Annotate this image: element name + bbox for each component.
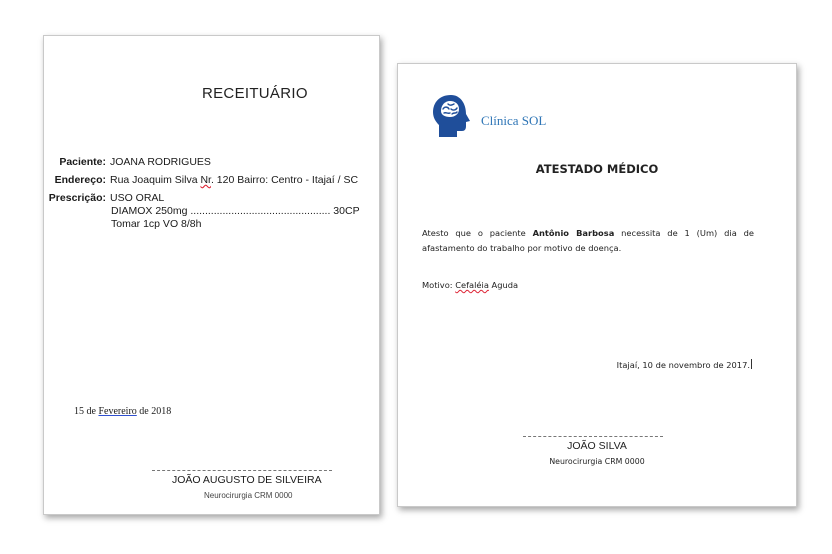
doctor-name: JOÃO SILVA (567, 440, 627, 452)
certificate-page (397, 63, 797, 507)
signature-line (152, 470, 332, 471)
prescription-label: Prescrição: (48, 192, 106, 204)
prescription-date: 15 de Fevereiro de 2018 (74, 406, 172, 417)
signature-line (523, 436, 663, 437)
certificate-title: ATESTADO MÉDICO (535, 162, 659, 176)
prescription-title: RECEITUÁRIO (202, 85, 308, 102)
head-brain-icon (431, 93, 473, 139)
clinic-name: Clínica SOL (481, 113, 547, 128)
doctor-specialty: Neurocirurgia CRM 0000 (204, 491, 293, 500)
medication-line: DIAMOX 250mg ................................................ 30CP (111, 205, 360, 217)
grammar-mark: Fevereiro (98, 406, 137, 417)
doctor-specialty: Neurocirurgia CRM 0000 (549, 457, 645, 466)
spellcheck-mark: Nr (200, 174, 211, 186)
certificate-body: Atesto que o paciente Antônio Barbosa necessita de 1 (Um) dia de afastamento do trabalho por motivo de doença. (422, 228, 754, 253)
text-cursor (751, 359, 752, 369)
prescription-row (44, 192, 164, 204)
patient-row (44, 156, 211, 168)
doctor-name: JOÃO AUGUSTO DE SILVEIRA (172, 474, 322, 486)
address-row (44, 174, 358, 186)
certificate-date: Itajaí, 10 de novembro de 2017. (616, 360, 750, 370)
prescription-value: USO ORAL (110, 192, 165, 204)
spellcheck-mark: Cefaléia (455, 280, 489, 290)
patient-value: JOANA RODRIGUES (110, 156, 211, 168)
reason-line: Motivo: Cefaléia Aguda (422, 280, 519, 290)
prescription-page (43, 35, 380, 515)
patient-name: Antônio Barbosa (532, 228, 615, 238)
patient-label: Paciente: (59, 156, 106, 168)
address-label: Endereço: (54, 174, 106, 186)
address-value: Rua Joaquim Silva Nr. 120 Bairro: Centro - Itajaí / SC (110, 174, 359, 186)
dosage-line: Tomar 1cp VO 8/8h (111, 218, 202, 230)
